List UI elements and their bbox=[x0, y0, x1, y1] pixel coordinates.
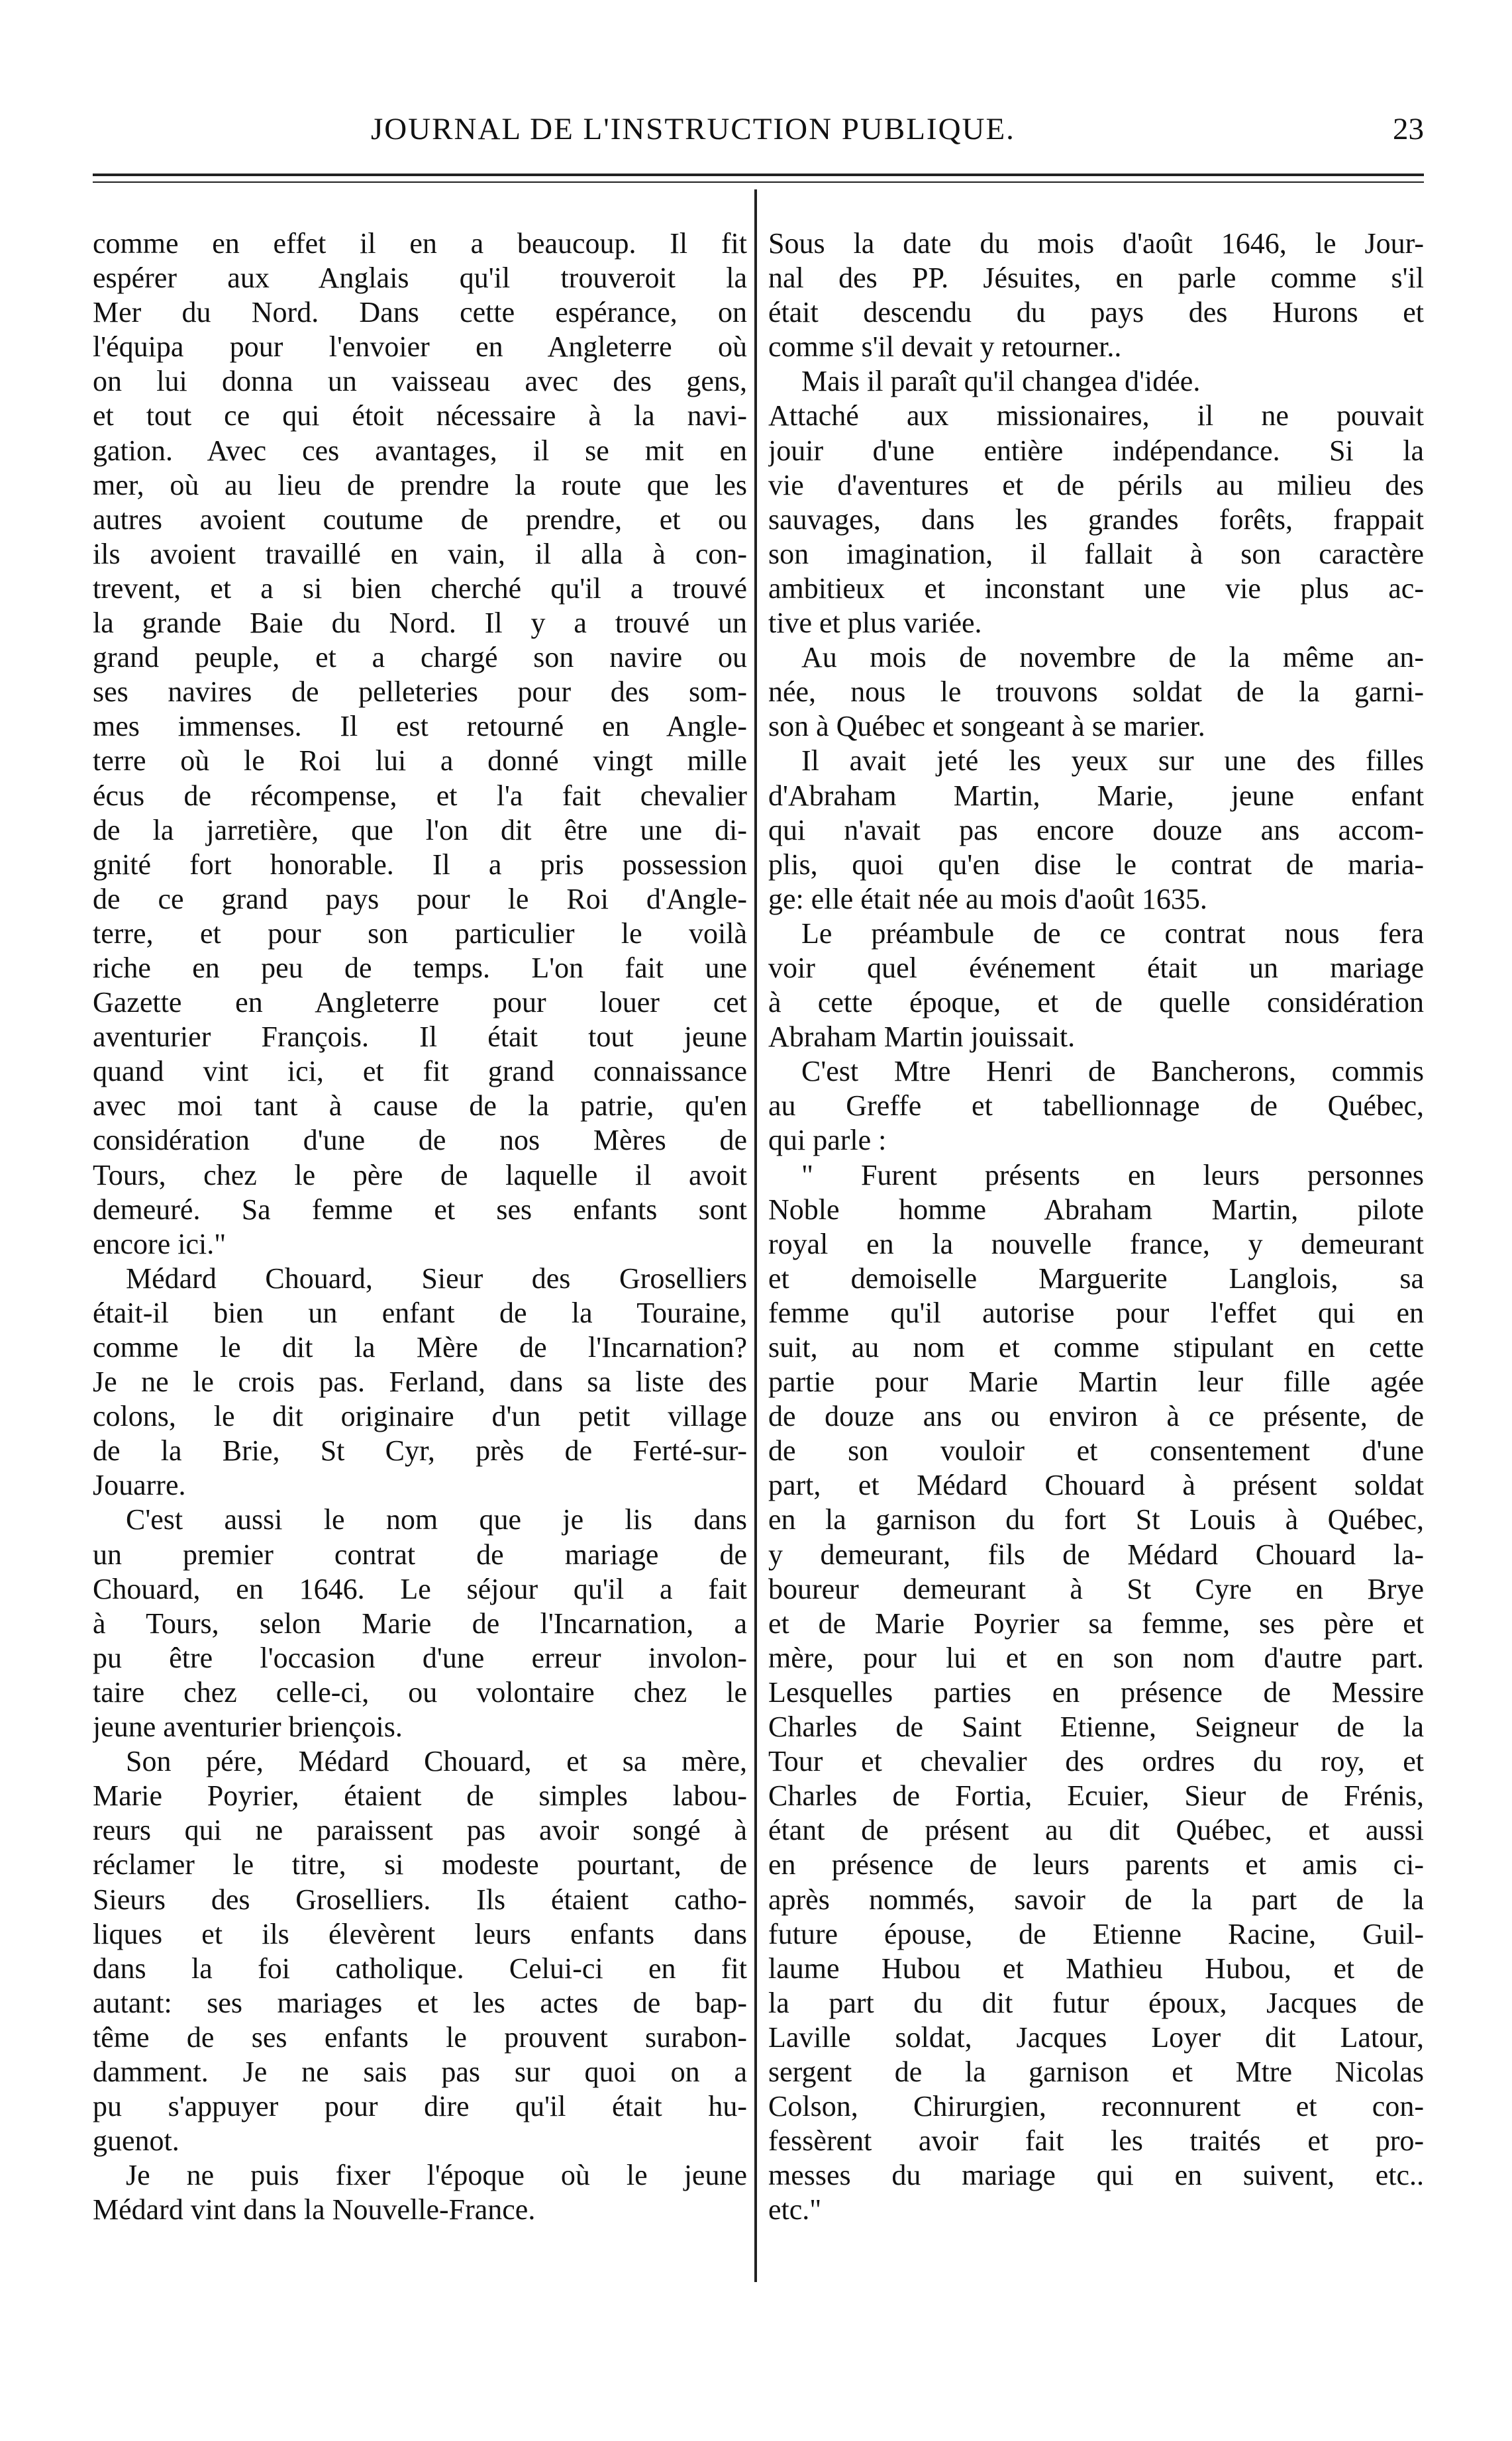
left-column-text-line: gnité fort honorable. Il a pris possession bbox=[93, 848, 747, 881]
right-column-text-line: partie pour Marie Martin leur fille agée bbox=[768, 1366, 1424, 1399]
left-column-text-line: encore ici." bbox=[93, 1227, 227, 1260]
left-column-text-line: ses navires de pelleteries pour des som- bbox=[93, 675, 747, 709]
running-head: JOURNAL DE L'INSTRUCTION PUBLIQUE. bbox=[371, 112, 1015, 146]
left-column-text-line: reurs qui ne paraissent pas avoir songé à bbox=[93, 1814, 747, 1847]
left-column-text-line: comme en effet il en a beaucoup. Il fit bbox=[93, 227, 747, 260]
right-column-text-line: qui n'avait pas encore douze ans accom- bbox=[768, 813, 1424, 846]
left-column-text-line: terre, et pour son particulier le voilà bbox=[93, 917, 747, 950]
right-column-text-line: mère, pour lui et en son nom d'autre part. bbox=[768, 1641, 1424, 1674]
left-column-text-line: de ce grand pays pour le Roi d'Angle- bbox=[93, 882, 747, 915]
right-column-text-line: Mais il paraît qu'il changea d'idée. bbox=[801, 365, 1201, 398]
right-column-text-line: d'Abraham Martin, Marie, jeune enfant bbox=[768, 779, 1424, 812]
left-column-text-line: écus de récompense, et l'a fait chevalier bbox=[93, 779, 747, 812]
left-column-text-line: avec moi tant à cause de la patrie, qu'en bbox=[93, 1089, 747, 1122]
right-column-text-line: Abraham Martin jouissait. bbox=[768, 1021, 1076, 1054]
left-column-text-line: était-il bien un enfant de la Touraine, bbox=[93, 1296, 747, 1329]
left-column-text-line: Son pére, Médard Chouard, et sa mère, bbox=[126, 1745, 747, 1778]
left-column-text-line: Médard Chouard, Sieur des Groselliers bbox=[126, 1262, 747, 1295]
left-column-text-line: comme le dit la Mère de l'Incarnation? bbox=[93, 1331, 747, 1364]
left-column-text-line: Sieurs des Groselliers. Ils étaient catho- bbox=[93, 1883, 747, 1916]
left-column-text-line: riche en peu de temps. L'on fait une bbox=[93, 951, 747, 984]
left-column-text-line: Tours, chez le père de laquelle il avoit bbox=[93, 1158, 747, 1191]
right-column-text-line: après nommés, savoir de la part de la bbox=[768, 1883, 1424, 1916]
left-column-text-line: à Tours, selon Marie de l'Incarnation, a bbox=[93, 1607, 747, 1640]
left-column-text-line: Je ne le crois pas. Ferland, dans sa liste des bbox=[93, 1366, 747, 1399]
right-column-text-line: son imagination, il fallait à son caractère bbox=[768, 537, 1424, 570]
left-column-text-line: demeuré. Sa femme et ses enfants sont bbox=[93, 1193, 747, 1226]
right-column-text-line: Charles de Saint Etienne, Seigneur de la bbox=[768, 1711, 1424, 1744]
right-column-text-line: C'est Mtre Henri de Bancherons, commis bbox=[801, 1055, 1424, 1088]
left-column-text-line: l'équipa pour l'envoier en Angleterre où bbox=[93, 330, 747, 364]
right-column-text-line: étant de présent au dit Québec, et aussi bbox=[768, 1814, 1424, 1847]
left-column-text-line: ils avoient travaillé en vain, il alla à con- bbox=[93, 537, 747, 570]
left-column-text-line: Chouard, en 1646. Le séjour qu'il a fait bbox=[93, 1572, 747, 1605]
right-column-text-line: y demeurant, fils de Médard Chouard la- bbox=[768, 1538, 1424, 1571]
left-column-text-line: dans la foi catholique. Celui-ci en fit bbox=[93, 1952, 747, 1985]
right-column-text-line: Le préambule de ce contrat nous fera bbox=[801, 917, 1424, 950]
right-column-text-line: et demoiselle Marguerite Langlois, sa bbox=[768, 1262, 1424, 1295]
right-column-text-line: laume Hubou et Mathieu Hubou, et de bbox=[768, 1952, 1424, 1985]
right-column-text-line: sauvages, dans les grandes forêts, frappait bbox=[768, 503, 1424, 536]
right-column-text-line: née, nous le trouvons soldat de la garni- bbox=[768, 675, 1424, 709]
left-column-text-line: Mer du Nord. Dans cette espérance, on bbox=[93, 296, 747, 329]
right-column-text-line: Attaché aux missionaires, il ne pouvait bbox=[768, 399, 1424, 432]
right-column-text-line: Sous la date du mois d'août 1646, le Jour- bbox=[768, 227, 1424, 260]
right-column-text-line: Noble homme Abraham Martin, pilote bbox=[768, 1193, 1424, 1226]
right-column-text-line: Au mois de novembre de la même an- bbox=[801, 641, 1424, 674]
right-column-text-line: vie d'aventures et de périls au milieu des bbox=[768, 468, 1424, 501]
right-column-text-line: au Greffe et tabellionnage de Québec, bbox=[768, 1089, 1424, 1122]
left-column-text-line: espérer aux Anglais qu'il trouveroit la bbox=[93, 262, 747, 295]
left-column-text-line: Je ne puis fixer l'époque où le jeune bbox=[126, 2159, 747, 2192]
left-column-text-line: Gazette en Angleterre pour louer cet bbox=[93, 986, 747, 1019]
right-column-text-line: Colson, Chirurgien, reconnurent et con- bbox=[768, 2090, 1424, 2123]
left-column bbox=[93, 226, 747, 2227]
left-column-text-line: liques et ils élevèrent leurs enfants dans bbox=[93, 1917, 747, 1950]
left-column-text-line: tême de ses enfants le prouvent surabon- bbox=[93, 2020, 747, 2054]
left-column-text-line: autant: ses mariages et les actes de bap- bbox=[93, 1986, 747, 2019]
right-column-text-line: Tour et chevalier des ordres du roy, et bbox=[768, 1745, 1424, 1778]
left-column-text-line: pu s'appuyer pour dire qu'il était hu- bbox=[93, 2090, 747, 2123]
right-column-text-line: son à Québec et songeant à se marier. bbox=[768, 710, 1205, 743]
right-column-text-line: tive et plus variée. bbox=[768, 607, 982, 640]
right-column-text-line: part, et Médard Chouard à présent soldat bbox=[768, 1469, 1424, 1502]
left-column-text-line: on lui donna un vaisseau avec des gens, bbox=[93, 365, 747, 398]
right-column-text-line: à cette époque, et de quelle considération bbox=[768, 986, 1424, 1019]
page-header bbox=[93, 99, 1424, 152]
header-rule bbox=[93, 174, 1424, 176]
header-rule-thin bbox=[93, 181, 1424, 183]
left-column-text-line: mer, où au lieu de prendre la route que les bbox=[93, 468, 747, 501]
right-column-text-line: future épouse, de Etienne Racine, Guil- bbox=[768, 1917, 1424, 1950]
right-column-text-line: voir quel événement était un mariage bbox=[768, 951, 1424, 984]
left-column-text-line: colons, le dit originaire d'un petit village bbox=[93, 1400, 747, 1433]
column-divider bbox=[754, 189, 757, 2282]
left-column-text-line: réclamer le titre, si modeste pourtant, de bbox=[93, 1848, 747, 1881]
right-column-text-line: nal des PP. Jésuites, en parle comme s'il bbox=[768, 262, 1424, 295]
left-column-text-line: jeune aventurier briençois. bbox=[93, 1711, 403, 1744]
left-column-text-line: de la jarretière, que l'on dit être une di- bbox=[93, 813, 747, 846]
right-column-text-line: en présence de leurs parents et amis ci- bbox=[768, 1848, 1424, 1881]
left-column-text-line: considération d'une de nos Mères de bbox=[93, 1124, 747, 1157]
right-column-text-line: était descendu du pays des Hurons et bbox=[768, 296, 1424, 329]
left-column-text-line: trevent, et a si bien cherché qu'il a trouvé bbox=[93, 572, 747, 605]
right-column-text-line: ge: elle était née au mois d'août 1635. bbox=[768, 882, 1207, 915]
right-column-text-line: femme qu'il autorise pour l'effet qui en bbox=[768, 1296, 1424, 1329]
left-column-text-line: Médard vint dans la Nouvelle-France. bbox=[93, 2193, 536, 2226]
right-column-text-line: suit, au nom et comme stipulant en cette bbox=[768, 1331, 1424, 1364]
left-column-text-line: autres avoient coutume de prendre, et ou bbox=[93, 503, 747, 536]
right-column-text-line: messes du mariage qui en suivent, etc.. bbox=[768, 2159, 1424, 2192]
page-number: 23 bbox=[1393, 112, 1424, 146]
right-column-text-line: etc." bbox=[768, 2193, 822, 2226]
left-column-text-line: terre où le Roi lui a donné vingt mille bbox=[93, 744, 747, 777]
right-column-text-line: Laville soldat, Jacques Loyer dit Latour, bbox=[768, 2020, 1424, 2054]
right-column-text-line: jouir d'une entière indépendance. Si la bbox=[768, 434, 1424, 467]
right-column-text-line: plis, quoi qu'en dise le contrat de maria- bbox=[768, 848, 1424, 881]
right-column-text-line: de douze ans ou environ à ce présente, de bbox=[768, 1400, 1424, 1433]
left-column-text-line: un premier contrat de mariage de bbox=[93, 1538, 747, 1571]
right-column-text-line: Il avait jeté les yeux sur une des filles bbox=[801, 744, 1424, 777]
right-column-text-line: comme s'il devait y retourner.. bbox=[768, 330, 1122, 364]
left-column-text-line: mes immenses. Il est retourné en Angle- bbox=[93, 710, 747, 743]
left-column-text-line: pu être l'occasion d'une erreur involon- bbox=[93, 1641, 747, 1674]
right-column-text-line: Lesquelles parties en présence de Messire bbox=[768, 1675, 1424, 1709]
left-column-text-line: et tout ce qui étoit nécessaire à la navi- bbox=[93, 399, 747, 432]
left-column-text-line: aventurier François. Il était tout jeune bbox=[93, 1021, 747, 1054]
left-column-text-line: Jouarre. bbox=[93, 1469, 186, 1502]
right-column-text-line: fessèrent avoir fait les traités et pro- bbox=[768, 2124, 1424, 2158]
right-column-text-line: en la garnison du fort St Louis à Québec, bbox=[768, 1503, 1424, 1536]
right-column-text-line: la part du dit futur époux, Jacques de bbox=[768, 1986, 1424, 2019]
right-column-text-line: qui parle : bbox=[768, 1124, 887, 1157]
right-column-text-line: de son vouloir et consentement d'une bbox=[768, 1434, 1424, 1468]
left-column-text-line: Marie Poyrier, étaient de simples labou- bbox=[93, 1779, 747, 1813]
right-column-text-line: royal en la nouvelle france, y demeurant bbox=[768, 1227, 1424, 1260]
right-column bbox=[768, 226, 1424, 2227]
left-column-text-line: taire chez celle-ci, ou volontaire chez le bbox=[93, 1675, 747, 1709]
left-column-text-line: C'est aussi le nom que je lis dans bbox=[126, 1503, 747, 1536]
left-column-text-line: grand peuple, et a chargé son navire ou bbox=[93, 641, 747, 674]
left-column-text-line: guenot. bbox=[93, 2124, 179, 2158]
left-column-text-line: quand vint ici, et fit grand connaissance bbox=[93, 1055, 747, 1088]
right-column-text-line: et de Marie Poyrier sa femme, ses père et bbox=[768, 1607, 1424, 1640]
right-column-text-line: sergent de la garnison et Mtre Nicolas bbox=[768, 2055, 1424, 2088]
left-column-text-line: gation. Avec ces avantages, il se mit en bbox=[93, 434, 747, 467]
right-column-text-line: ambitieux et inconstant une vie plus ac- bbox=[768, 572, 1424, 605]
right-column-text-line: Charles de Fortia, Ecuier, Sieur de Frénis, bbox=[768, 1779, 1424, 1813]
left-column-text-line: de la Brie, St Cyr, près de Ferté-sur- bbox=[93, 1434, 747, 1468]
right-column-text-line: " Furent présents en leurs personnes bbox=[801, 1158, 1424, 1191]
left-column-text-line: la grande Baie du Nord. Il y a trouvé un bbox=[93, 607, 747, 640]
left-column-text-line: damment. Je ne sais pas sur quoi on a bbox=[93, 2055, 747, 2088]
right-column-text-line: boureur demeurant à St Cyre en Brye bbox=[768, 1572, 1424, 1605]
